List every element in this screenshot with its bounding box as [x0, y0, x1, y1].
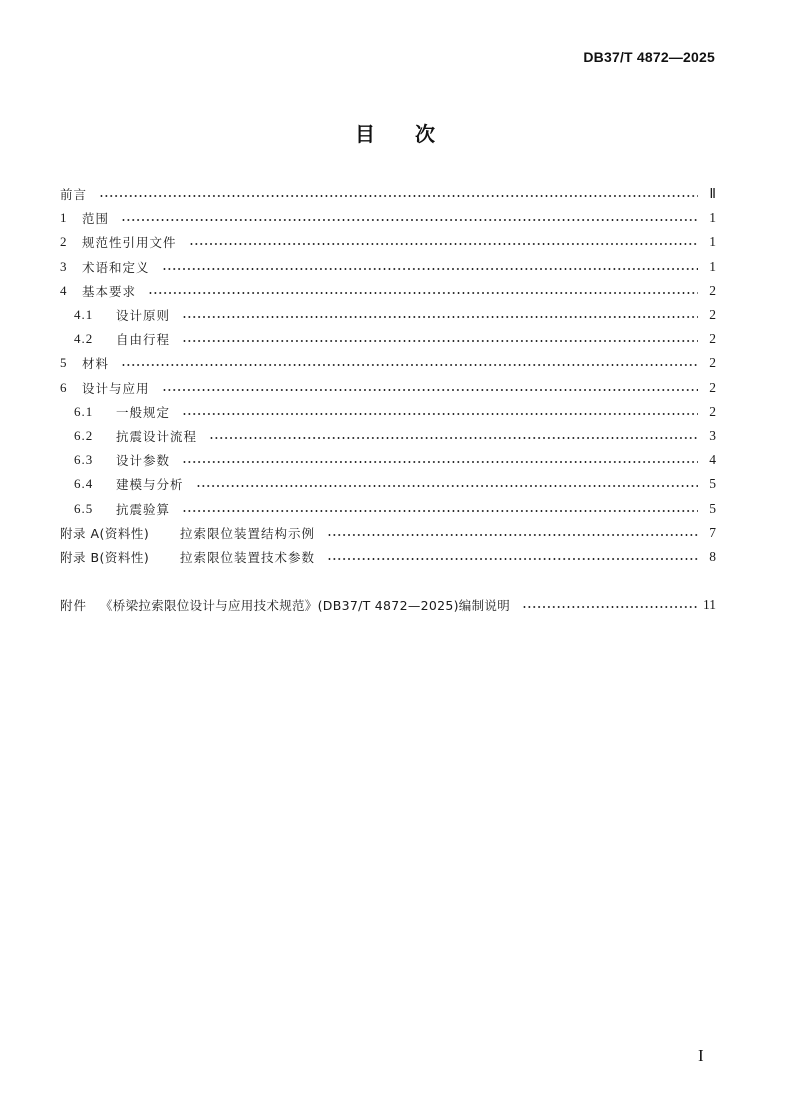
document-code: DB37/T 4872—2025: [583, 49, 715, 65]
toc-entry-page: Ⅱ: [709, 186, 716, 202]
toc-entry-title: 规范性引用文件: [82, 235, 177, 251]
toc-entry-3[interactable]: [60, 255, 716, 279]
toc-entry-title: 抗震验算: [116, 501, 171, 517]
toc-entry-number: 6.5: [74, 500, 94, 516]
toc-entry-title: 基本要求: [82, 283, 137, 299]
toc-entry-number: 3: [60, 258, 67, 274]
toc-entry-page: 4: [709, 452, 716, 468]
dot-leader: [148, 292, 698, 294]
toc-entry-number: 4: [60, 282, 67, 298]
toc-entry-6-3[interactable]: [60, 448, 716, 472]
toc-entry-page: 2: [709, 282, 716, 298]
toc-entry-number: 6.4: [74, 476, 94, 492]
dot-leader: [182, 340, 698, 342]
toc-entry-6-1[interactable]: [60, 400, 716, 424]
toc-entry-number: 6: [60, 379, 67, 395]
annex-title: 《桥梁拉索限位设计与应用技术规范》(DB37/T 4872—2025)编制说明: [100, 598, 511, 613]
toc-entry-page: 5: [709, 476, 716, 492]
toc-entry-page: 2: [709, 307, 716, 323]
toc-entry-number: 1: [60, 210, 67, 226]
toc-entry-6-5[interactable]: [60, 496, 716, 520]
dot-leader: [162, 389, 698, 391]
dot-leader: [327, 558, 698, 560]
dot-leader: [99, 195, 698, 197]
toc-entry-title: 前言: [60, 187, 88, 203]
dot-leader: [182, 510, 698, 512]
page-title: [0, 118, 790, 147]
toc-entry-page: 2: [709, 403, 716, 419]
toc-entry-page: 2: [709, 355, 716, 371]
toc-entry-title: 范围: [82, 211, 110, 227]
toc-entry-annex[interactable]: [60, 593, 716, 617]
toc-entry-number: 4.2: [74, 331, 94, 347]
toc-entry-page: 3: [709, 427, 716, 443]
toc-entry-foreword[interactable]: [60, 182, 716, 206]
dot-leader: [182, 316, 698, 318]
page-title-char-1: 目: [355, 122, 375, 146]
appendix-label: 附录 A(资料性): [60, 525, 150, 541]
dot-leader: [522, 606, 697, 608]
toc-entry-number: 6.3: [74, 452, 94, 468]
toc-entry-page: 1: [709, 258, 716, 274]
toc-entry-2[interactable]: [60, 230, 716, 254]
table-of-contents: [60, 182, 716, 569]
annex-label: 附件: [60, 598, 88, 613]
toc-entry-6-4[interactable]: [60, 472, 716, 496]
toc-entry-title: 术语和定义: [82, 259, 150, 275]
toc-entry-title: 拉索限位装置结构示例: [180, 525, 316, 541]
toc-entry-title: 设计原则: [116, 308, 171, 324]
toc-entry-page: 1: [709, 210, 716, 226]
toc-entry-number: 2: [60, 234, 67, 250]
toc-entry-appendix-b[interactable]: [60, 545, 716, 569]
toc-entry-page: 7: [709, 524, 716, 540]
dot-leader: [162, 268, 698, 270]
toc-entry-6[interactable]: [60, 376, 716, 400]
toc-entry-page: 2: [709, 379, 716, 395]
page-number: I: [698, 1046, 704, 1065]
toc-entry-6-2[interactable]: [60, 424, 716, 448]
toc-entry-title: 一般规定: [116, 404, 171, 420]
toc-entry-number: 5: [60, 355, 67, 371]
toc-entry-page: 8: [709, 548, 716, 564]
toc-entry-title: 建模与分析: [116, 477, 184, 493]
toc-entry-title: 自由行程: [116, 332, 171, 348]
toc-entry-title: 材料: [82, 356, 110, 372]
toc-entry-page: 5: [709, 500, 716, 516]
dot-leader: [327, 534, 698, 536]
toc-entry-title: 设计参数: [116, 453, 171, 469]
toc-entry-page: 11: [703, 597, 716, 612]
dot-leader: [209, 437, 698, 439]
toc-entry-number: 4.1: [74, 307, 94, 323]
dot-leader: [121, 219, 698, 221]
toc-entry-page: 2: [709, 331, 716, 347]
toc-entry-5[interactable]: [60, 351, 716, 375]
toc-entry-4[interactable]: [60, 279, 716, 303]
toc-entry-number: 6.2: [74, 427, 94, 443]
page-title-char-2: 次: [415, 122, 435, 146]
toc-entry-4-1[interactable]: [60, 303, 716, 327]
dot-leader: [182, 461, 698, 463]
toc-entry-title: 拉索限位装置技术参数: [180, 549, 316, 565]
dot-leader: [196, 485, 698, 487]
toc-entry-1[interactable]: [60, 206, 716, 230]
toc-entry-page: 1: [709, 234, 716, 250]
dot-leader: [182, 413, 698, 415]
toc-entry-title: 设计与应用: [82, 380, 150, 396]
toc-entry-number: 6.1: [74, 403, 94, 419]
appendix-label: 附录 B(资料性): [60, 549, 150, 565]
toc-entry-4-2[interactable]: [60, 327, 716, 351]
dot-leader: [189, 243, 698, 245]
toc-entry-appendix-a[interactable]: [60, 521, 716, 545]
toc-entry-title: 抗震设计流程: [116, 428, 198, 444]
dot-leader: [121, 364, 698, 366]
